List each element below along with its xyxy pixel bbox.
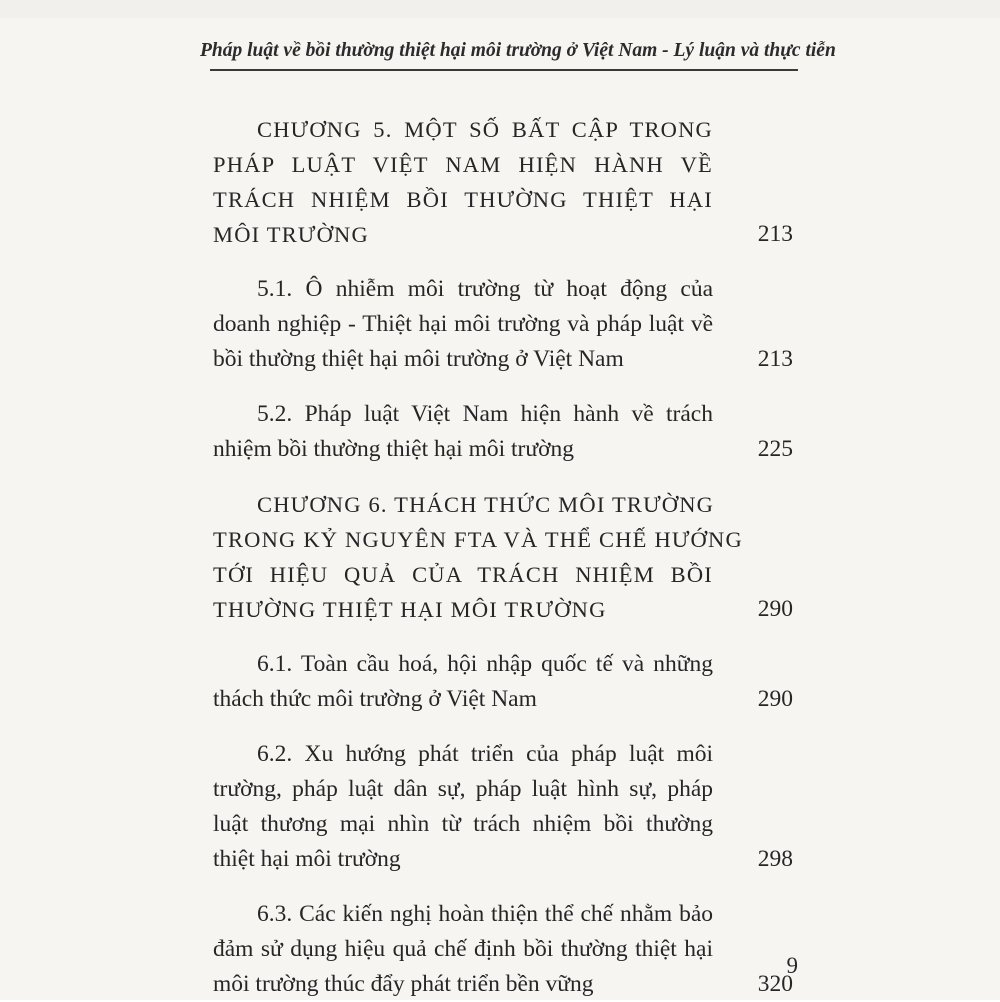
toc-page-number: 213 [757, 346, 793, 372]
toc-line: 6.3. Các kiến nghị hoàn thiện thể chế nhằm bảo [257, 901, 713, 927]
toc-line: thách thức môi trường ở Việt Nam [213, 686, 537, 712]
toc-line: CHƯƠNG 6. THÁCH THỨC MÔI TRƯỜNG [257, 492, 715, 517]
toc-page-number: 290 [757, 686, 793, 712]
toc-page-number: 290 [757, 596, 793, 622]
toc-line: 5.2. Pháp luật Việt Nam hiện hành về trách [257, 401, 713, 427]
toc-line: đảm sử dụng hiệu quả chế định bồi thường thiệt hại [213, 936, 713, 962]
toc-line: 6.2. Xu hướng phát triển của pháp luật môi [257, 741, 713, 767]
toc-line: bồi thường thiệt hại môi trường ở Việt Nam [213, 346, 624, 372]
page-number: 9 [786, 953, 798, 978]
page-top-edge [0, 0, 1000, 18]
toc-line: thiệt hại môi trường [213, 846, 401, 872]
toc-entry-section-5-1 [213, 272, 793, 377]
toc-entry-text [213, 112, 713, 252]
toc-line: luật thương mại nhìn từ trách nhiệm bồi thường [213, 811, 713, 837]
toc-entry-chapter-6 [213, 487, 793, 627]
toc-page-number: 298 [757, 846, 793, 872]
toc-entry-section-5-2 [213, 397, 793, 467]
toc-line: PHÁP LUẬT VIỆT NAM HIỆN HÀNH VỀ [213, 152, 713, 177]
toc-line: MÔI TRƯỜNG [213, 222, 369, 247]
toc-entry-chapter-5 [213, 112, 793, 252]
toc-line: môi trường thúc đẩy phát triển bền vững [213, 971, 594, 997]
toc-entry-text [213, 397, 713, 467]
toc-line: TRÁCH NHIỆM BỒI THƯỜNG THIỆT HẠI [213, 187, 713, 212]
toc-page-number: 213 [757, 221, 793, 247]
toc-entry-section-6-3 [213, 897, 793, 1002]
toc-entry-text [213, 487, 743, 627]
toc-entry-text [213, 737, 713, 877]
toc-entry-text [213, 647, 713, 717]
toc-line: CHƯƠNG 5. MỘT SỐ BẤT CẬP TRONG [257, 117, 713, 142]
toc-line: TRONG KỶ NGUYÊN FTA VÀ THỂ CHẾ HƯỚNG [213, 527, 743, 552]
toc-entry-section-6-2 [213, 737, 793, 877]
toc-entry-text [213, 272, 713, 377]
toc-line: nhiệm bồi thường thiệt hại môi trường [213, 436, 575, 462]
toc-line: THƯỜNG THIỆT HẠI MÔI TRƯỜNG [213, 597, 607, 622]
toc-line: TỚI HIỆU QUẢ CỦA TRÁCH NHIỆM BỒI [213, 562, 713, 587]
toc-line: doanh nghiệp - Thiệt hại môi trường và pháp luật về [213, 311, 713, 337]
table-of-contents [213, 112, 793, 1002]
toc-page-number: 320 [757, 971, 793, 997]
toc-entry-section-6-1 [213, 647, 793, 717]
running-header: Pháp luật về bồi thường thiệt hại môi trường ở Việt Nam - Lý luận và thực tiễn [200, 40, 836, 61]
toc-line: trường, pháp luật dân sự, pháp luật hình sự, pháp [213, 776, 713, 802]
toc-line: 5.1. Ô nhiễm môi trường từ hoạt động của [257, 276, 713, 302]
toc-line: 6.1. Toàn cầu hoá, hội nhập quốc tế và những [257, 651, 713, 677]
toc-page-number: 225 [757, 436, 793, 462]
header-rule [210, 69, 798, 71]
toc-entry-text [213, 897, 713, 1002]
